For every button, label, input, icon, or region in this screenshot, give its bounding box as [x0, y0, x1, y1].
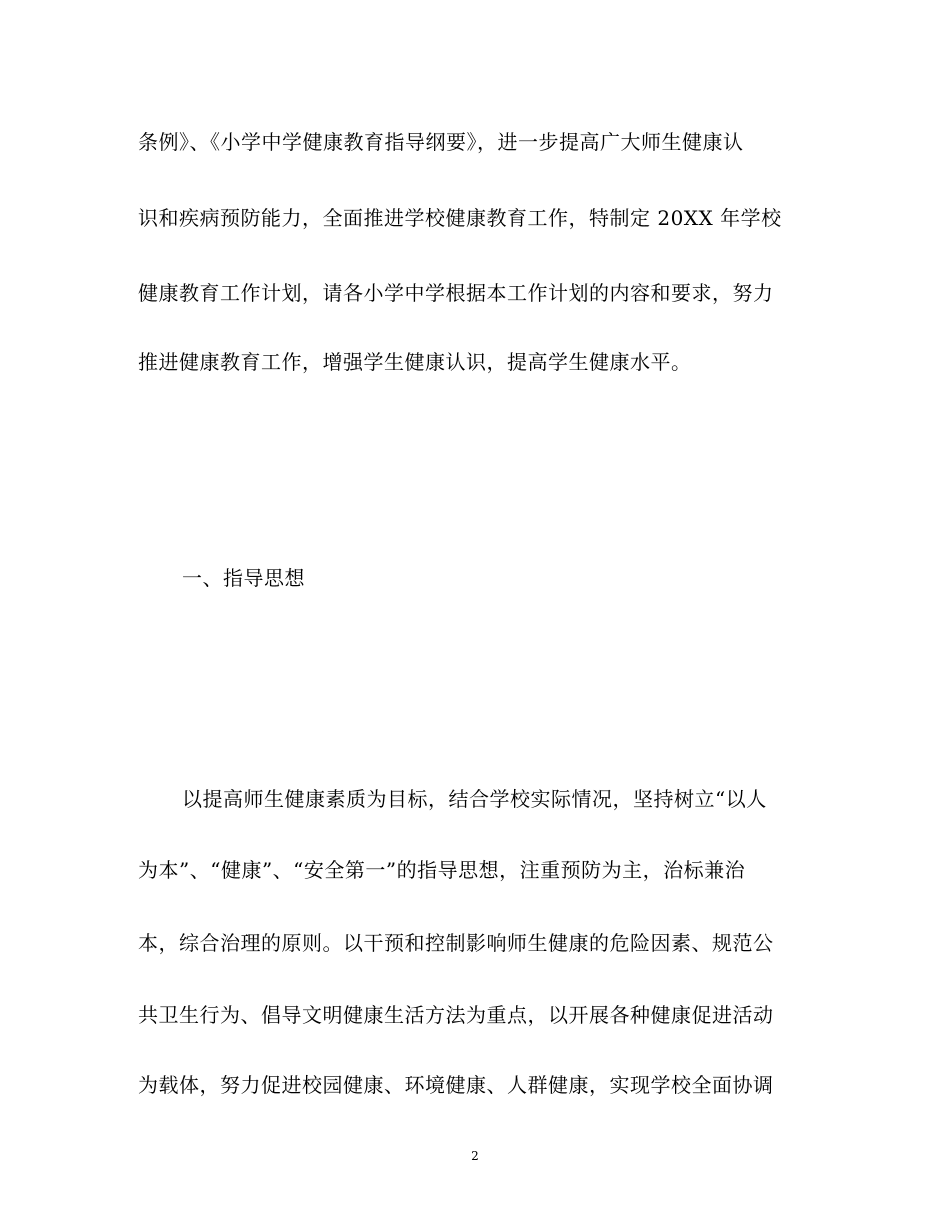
guiding-paragraph-line-3: 本，综合治理的原则。以干预和控制影响师生健康的危险因素、规范公 — [138, 931, 774, 955]
intro-paragraph-line-4: 推进健康教育工作，增强学生健康认识，提高学生健康水平。 — [138, 350, 692, 374]
intro-paragraph-line-3: 健康教育工作计划，请各小学中学根据本工作计划的内容和要求，努力 — [138, 281, 774, 305]
guiding-paragraph-line-2: 为本”、“健康”、“安全第一”的指导思想，注重预防为主，治标兼治 — [138, 858, 746, 882]
guiding-paragraph-line-5: 为载体，努力促进校园健康、环境健康、人群健康，实现学校全面协调 — [138, 1073, 774, 1097]
guiding-paragraph-line-1: 以提高师生健康素质为目标，结合学校实际情况，坚持树立“以人 — [182, 787, 767, 811]
intro-paragraph-line-2: 识和疾病预防能力，全面推进学校健康教育工作，特制定 20XX 年学校 — [138, 206, 782, 230]
intro-paragraph-line-1: 条例》、《小学中学健康教育指导纲要》，进一步提高广大师生健康认 — [138, 130, 744, 154]
section-heading: 一、指导思想 — [182, 566, 305, 590]
page-number: 2 — [471, 1149, 479, 1163]
guiding-paragraph-line-4: 共卫生行为、倡导文明健康生活方法为重点，以开展各种健康促进活动 — [138, 1003, 774, 1027]
